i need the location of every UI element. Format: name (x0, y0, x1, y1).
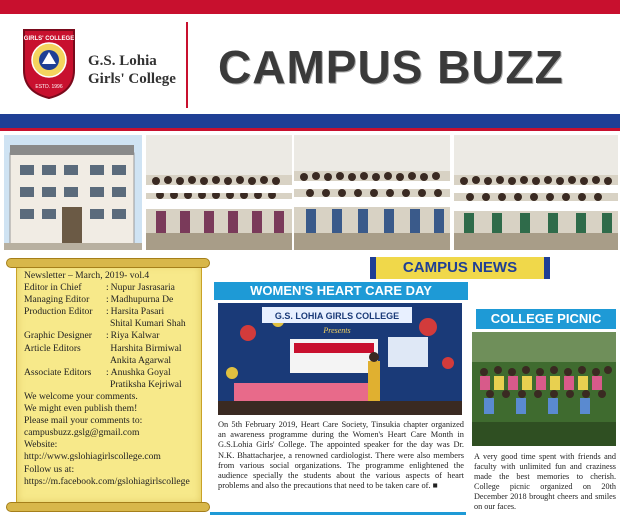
production-row: Production Editor : Harsita Pasari (24, 306, 165, 318)
newsletter-title: CAMPUS BUZZ (218, 41, 564, 93)
college-picnic-title: COLLEGE PICNIC (490, 311, 602, 326)
associate-row: Associate Editors : Anushka Goyal (24, 366, 171, 378)
associate-label: Associate Editors (24, 366, 92, 378)
campus-news-title: CAMPUS NEWS (402, 259, 518, 276)
article-value-2: Ankita Agarwal (110, 354, 172, 366)
college-building-photo (4, 135, 142, 250)
scroll-rod-top (6, 258, 210, 268)
production-value-2: Shital Kumari Shah (110, 318, 186, 330)
newsletter-issue: Newsletter – March, 2019- vol.4 (24, 270, 150, 281)
picnic-photo (472, 332, 616, 446)
header-divider (186, 22, 188, 108)
blue-bar (0, 114, 620, 128)
group-photo-3 (454, 135, 618, 250)
womens-heart-title: WOMEN'S HEART CARE DAY (250, 283, 432, 298)
logo-top-text: GIRLS' COLLEGE (23, 36, 75, 42)
production-row-2 (24, 318, 202, 330)
group-photo-1 (146, 135, 292, 250)
facebook-link[interactable]: https://m.facebook.com/gslohiagirlscollege (24, 475, 190, 487)
heart-care-body: On 5th February 2019, Heart Care Society, Tinsukia chapter organized an awareness programme during the Women's Heart Care Month in G.S.Lohia Girls' College. The appointed speaker for the day was Dr. N.K. Bhattacharjee, a renowned cardiologist. There were also members from various social organizations. The programme enlightened the audience specially the students about the various aspects of heart problems and also the precautions that need to be taken care of. (218, 420, 464, 491)
heart-care-event-photo (218, 303, 462, 415)
might-publish: We might even publish them! (24, 403, 138, 415)
group-photo-2 (294, 135, 450, 250)
article-row-2 (24, 355, 202, 367)
event-banner-text: G.S. LOHIA GIRLS COLLEGE (274, 311, 400, 321)
article-value: Harshita Birmiwal (110, 342, 182, 354)
bottom-accent-line (210, 512, 466, 515)
managing-row: Managing Editor : Madhupurna De (24, 294, 174, 306)
thin-red-bar (0, 128, 620, 131)
college-name (88, 52, 176, 88)
website-label: Website: (24, 439, 58, 451)
top-red-bar (0, 0, 620, 14)
production-label: Production Editor (24, 306, 93, 318)
masthead-scroll (6, 256, 210, 512)
college-logo (20, 26, 78, 100)
associate-value: Anushka Goyal (110, 366, 171, 378)
comments-welcome: We welcome your comments. (24, 390, 138, 402)
college-name-line2: Girls' College (88, 71, 176, 87)
end-mark: ■ (432, 481, 438, 491)
college-name-line1: G.S. Lohia (88, 53, 157, 69)
production-value: Harsita Pasari (110, 306, 165, 318)
event-sub-text: Presents (323, 326, 351, 335)
managing-label: Managing Editor (24, 294, 90, 306)
editor-row: Editor in Chief : Nupur Jasrasaria (24, 282, 175, 294)
graphic-value: Riya Kalwar (110, 330, 160, 342)
associate-row-2 (24, 379, 202, 391)
graphic-row: Graphic Designer : Riya Kalwar (24, 330, 160, 342)
article-row (24, 343, 202, 355)
mail-prompt: Please mail your comments to: (24, 415, 143, 427)
college-picnic-banner (476, 309, 616, 329)
campus-news-banner (370, 257, 550, 279)
logo-estd-text: ESTD. 1996 (35, 84, 63, 90)
editor-label: Editor in Chief (24, 282, 82, 294)
email-link[interactable]: campusbuzz.gslg@gmail.com (24, 427, 140, 439)
masthead-text (24, 270, 202, 488)
scroll-rod-bottom (6, 502, 210, 512)
managing-value: Madhupurna De (110, 294, 174, 306)
womens-heart-banner (214, 282, 468, 300)
article-label: Article Editors (24, 342, 81, 354)
associate-value-2: Pratiksha Kejriwal (110, 378, 182, 390)
website-link[interactable]: http://www.gslohiagirlscollege.com (24, 451, 161, 463)
graphic-label: Graphic Designer (24, 330, 92, 342)
editor-value: Nupur Jasrasaria (110, 282, 175, 294)
picnic-article: A very good time spent with friends and faculty with unlimited fun and craziness made the best memories to cherish. College picnic organized on 20th December 2018 brought cheers and smiles on our faces. (474, 452, 616, 511)
heart-care-article (218, 420, 464, 491)
follow-label: Follow us at: (24, 463, 75, 475)
